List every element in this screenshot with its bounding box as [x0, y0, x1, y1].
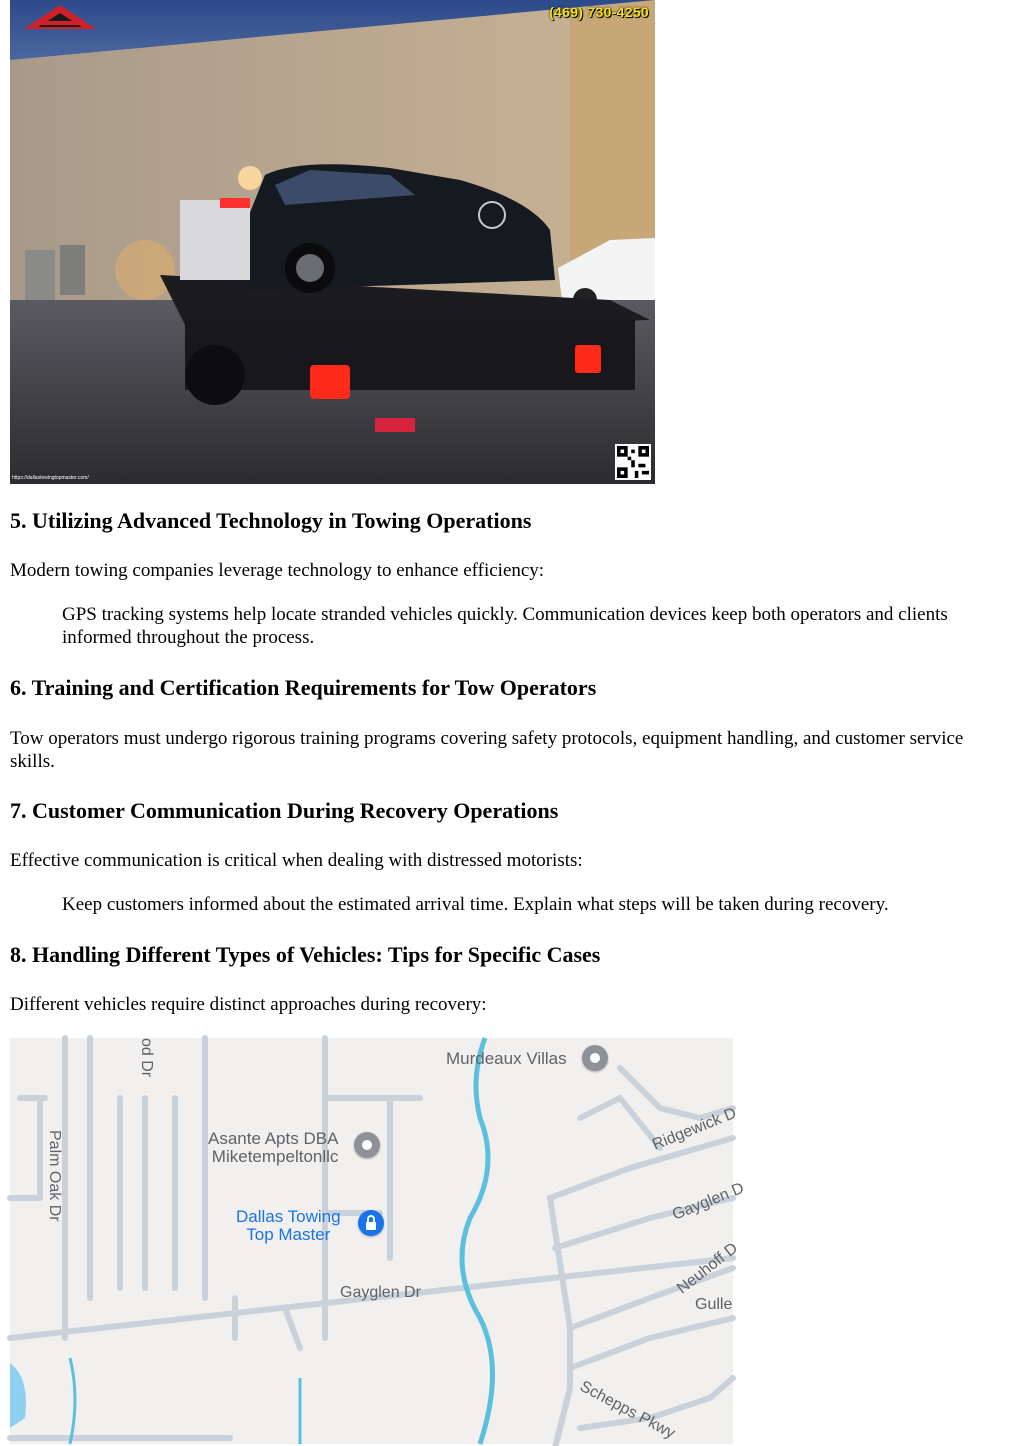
dallas-line1: Dallas Towing [236, 1207, 341, 1226]
street-label-gulle: Gulle [695, 1296, 733, 1313]
location-map[interactable] [10, 1038, 747, 1444]
place-label-dallas-towing[interactable] [236, 1208, 341, 1244]
place-label-murdeaux-villas[interactable]: Murdeaux Villas [446, 1049, 567, 1068]
section-6-intro: Tow operators must undergo rigorous training programs covering safety protocols, equipment handling, and customer service skills. [10, 728, 964, 772]
section-8-heading: 8. Handling Different Types of Vehicles: Tips for Specific Cases [10, 942, 601, 967]
street-label-schepps: Schepps Pkwy [577, 1378, 678, 1443]
section-5-heading: 5. Utilizing Advanced Technology in Towing Operations [10, 508, 532, 533]
lock-pin-icon[interactable] [358, 1210, 384, 1236]
street-label-ridgewick: Ridgewick D [650, 1104, 739, 1154]
map-roads [10, 1038, 733, 1444]
section-7-heading: 7. Customer Communication During Recovery Operations [10, 798, 559, 823]
street-label-palm-oak: Palm Oak Dr [46, 1130, 63, 1222]
phone-number: (469) 730-4250 [549, 4, 649, 20]
section-5-details: GPS tracking systems help locate stranded vehicles quickly. Communication devices keep both operators and clients informed throughout the process. [62, 604, 948, 648]
street-label-neuhoff: Neuhoff D [674, 1239, 742, 1298]
section-5-intro: Modern towing companies leverage technology to enhance efficiency: [10, 560, 545, 581]
section-8-intro: Different vehicles require distinct approaches during recovery: [10, 994, 487, 1015]
place-pin-icon[interactable] [354, 1132, 380, 1158]
street-label-gayglen: Gayglen Dr [340, 1284, 421, 1301]
asante-line1: Asante Apts DBA [208, 1129, 339, 1148]
lock-icon [358, 1210, 384, 1236]
place-label-asante-apts[interactable] [208, 1130, 338, 1166]
section-6-heading: 6. Training and Certification Requirements for Tow Operators [10, 675, 597, 700]
dallas-line2: Top Master [246, 1225, 331, 1244]
company-logo [20, 3, 100, 33]
tow-truck-illustration [10, 0, 655, 484]
section-7-details: Keep customers informed about the estimated arrival time. Explain what steps will be taken during recovery. [62, 894, 889, 915]
place-pin-icon[interactable] [582, 1045, 608, 1071]
qr-code-icon [615, 444, 651, 480]
street-label-gayglen-right: Gayglen D [670, 1179, 747, 1224]
street-label-od-dr: od Dr [138, 1038, 155, 1078]
photo-watermark-url: https://dallastowingtopmaster.com/ [12, 475, 89, 481]
asante-line2: Miketempeltonllc [211, 1147, 339, 1166]
tow-truck-photo [10, 0, 655, 484]
section-7-intro: Effective communication is critical when dealing with distressed motorists: [10, 850, 583, 871]
